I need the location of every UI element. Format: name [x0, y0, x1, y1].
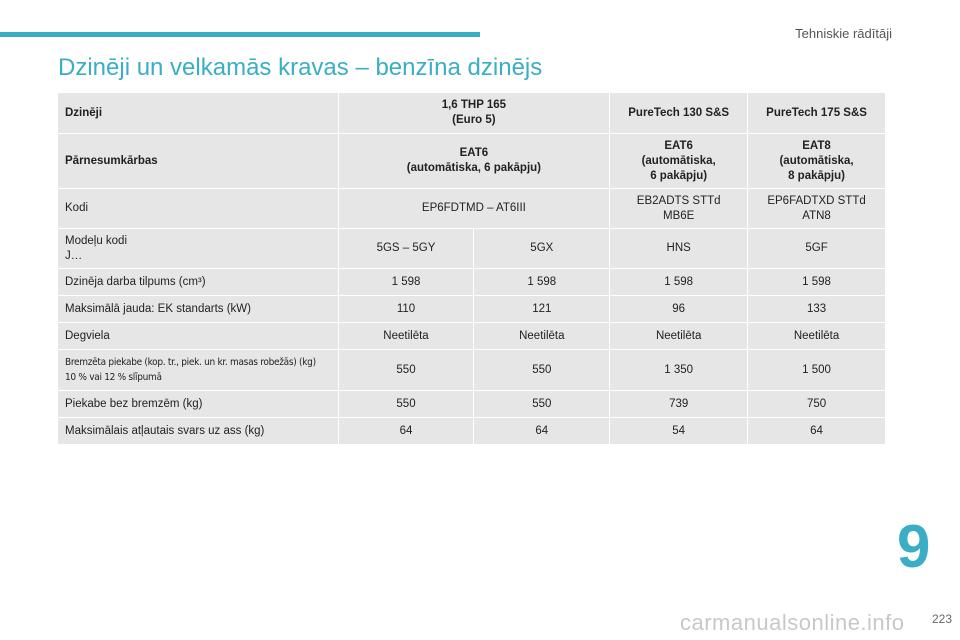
specs-table — [57, 92, 886, 445]
engines-label: Dzinēji — [58, 93, 339, 134]
row-value: 1 598 — [338, 269, 474, 296]
row-value: 1 598 — [474, 269, 610, 296]
gearbox-cell: EAT6 (automātiska, 6 pakāpju) — [338, 134, 610, 189]
gearbox-cell: EAT8 (automātiska, 8 pakāpju) — [748, 134, 886, 189]
row-value: 550 — [474, 391, 610, 418]
row-label: Maksimālais atļautais svars uz ass (kg) — [58, 418, 339, 445]
gearboxes-label: Pārnesumkārbas — [58, 134, 339, 189]
codes-label: Kodi — [58, 189, 339, 229]
table-row — [58, 296, 886, 323]
table-row — [58, 391, 886, 418]
row-value: Neetilēta — [748, 323, 886, 350]
engine-cell: 1,6 THP 165 (Euro 5) — [338, 93, 610, 134]
row-value: 739 — [610, 391, 748, 418]
table-row-engines — [58, 93, 886, 134]
model-code-cell: 5GS – 5GY — [338, 229, 474, 269]
row-value: Neetilēta — [610, 323, 748, 350]
table-row-model-codes — [58, 229, 886, 269]
row-value: 64 — [748, 418, 886, 445]
row-value: Neetilēta — [338, 323, 474, 350]
engine-cell: PureTech 175 S&S — [748, 93, 886, 134]
row-value: 54 — [610, 418, 748, 445]
code-cell: EP6FDTMD – AT6III — [338, 189, 610, 229]
row-label: Bremzēta piekabe (kop. tr., piek. un kr. masas robežās) (kg) 10 % vai 12 % slīpumā — [58, 350, 339, 391]
gearbox-cell: EAT6 (automātiska, 6 pakāpju) — [610, 134, 748, 189]
model-code-cell: 5GF — [748, 229, 886, 269]
page-number: 223 — [931, 612, 952, 626]
row-label: Maksimālā jauda: EK standarts (kW) — [58, 296, 339, 323]
row-value: 64 — [474, 418, 610, 445]
row-value: Neetilēta — [474, 323, 610, 350]
section-label: Tehniskie rādītāji — [795, 26, 892, 41]
row-value: 1 500 — [748, 350, 886, 391]
table-row-codes — [58, 189, 886, 229]
row-value: 1 350 — [610, 350, 748, 391]
row-value: 110 — [338, 296, 474, 323]
table-row — [58, 323, 886, 350]
row-label: Dzinēja darba tilpums (cm³) — [58, 269, 339, 296]
row-value: 1 598 — [748, 269, 886, 296]
code-cell: EP6FADTXD STTd ATN8 — [748, 189, 886, 229]
row-value: 550 — [338, 350, 474, 391]
page-title: Dzinēji un velkamās kravas – benzīna dzinējs — [58, 54, 543, 81]
model-code-cell: HNS — [610, 229, 748, 269]
row-label: Degviela — [58, 323, 339, 350]
model-codes-label: Modeļu kodi J… — [58, 229, 339, 269]
row-label: Piekabe bez bremzēm (kg) — [58, 391, 339, 418]
header-accent-bar — [0, 32, 480, 37]
row-value: 750 — [748, 391, 886, 418]
row-value: 133 — [748, 296, 886, 323]
table-row-gearboxes — [58, 134, 886, 189]
row-value: 96 — [610, 296, 748, 323]
row-value: 550 — [338, 391, 474, 418]
row-value: 121 — [474, 296, 610, 323]
table-row — [58, 350, 886, 391]
chapter-number: 9 — [897, 513, 931, 580]
model-code-cell: 5GX — [474, 229, 610, 269]
engine-cell: PureTech 130 S&S — [610, 93, 748, 134]
row-value: 64 — [338, 418, 474, 445]
row-value: 1 598 — [610, 269, 748, 296]
code-cell: EB2ADTS STTd MB6E — [610, 189, 748, 229]
table-row — [58, 418, 886, 445]
row-value: 550 — [474, 350, 610, 391]
table-row — [58, 269, 886, 296]
watermark: carmanualsonline.info — [680, 610, 905, 635]
